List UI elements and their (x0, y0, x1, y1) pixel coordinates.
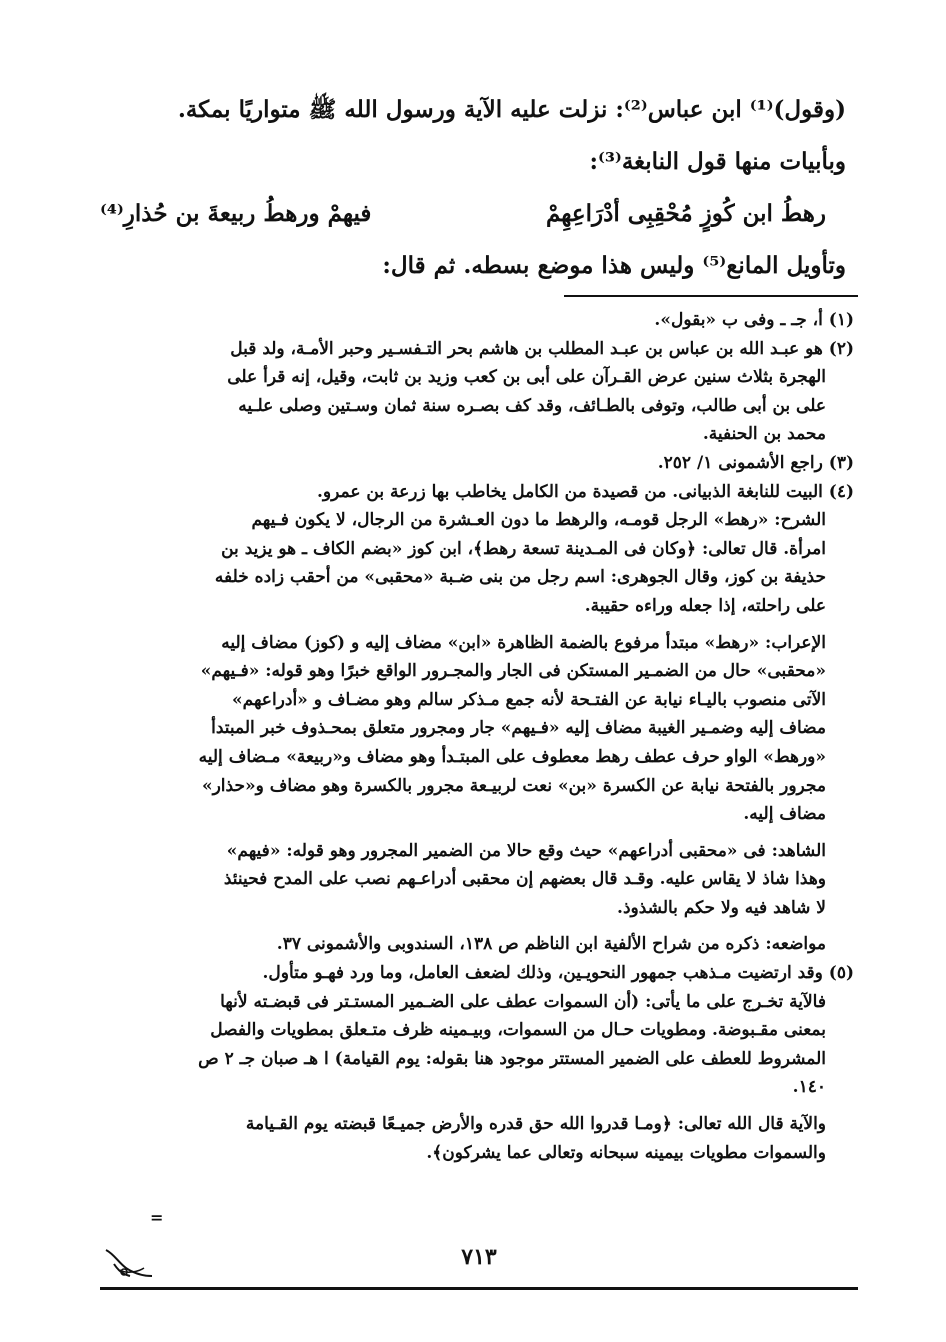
footer-rule (100, 1287, 858, 1290)
irab-label: الإعراب: (765, 632, 826, 653)
sharh-line: حذيفة بن كوز، وقال الجوهرى: اسم رجل من بنى ضـبة «محقبى» من أحقب زاده خلفه (214, 567, 826, 588)
irab-line (92, 629, 854, 658)
shahid-line: وهذا شاذ لا يقاس عليه. وقـد قال بعضهم إن محقبى أدراعـهم نصب على المدح فحينئذ (223, 869, 826, 890)
irab-line: مضاف إليه. (743, 804, 826, 825)
page-footer (100, 1244, 858, 1290)
main-line-1: (وقول)⁽¹⁾ ابن عباس⁽²⁾: نزلت عليه الآية ورسول الله ﷺ متواريًا بمكة. (177, 96, 846, 123)
footnote-2-line: على بن أبى طالب، وتوفى بالطـائف، وقد كف بصـره سنة ثمان وسـتين وصلى علـيه (238, 395, 826, 416)
main-line-4: وتأويل المانع⁽⁵⁾ وليس هذا موضع بسطه. ثم قال: (382, 252, 846, 279)
sharh-label: الشرح: (774, 510, 826, 531)
poetry-verse (100, 188, 846, 240)
footnote-4: (٤) البيت للنابغة الذبيانى. من قصيدة من الكامل يخاطب بها زرعة بن عمرو. (316, 481, 854, 502)
shahid-line (92, 837, 854, 866)
sharh-line: على راحلته، إذا جعله وراءه حقيبة. (584, 595, 826, 616)
verse-first-hemistich: رهطُ ابن كُوزٍ مُحْقِبِى أدْرَاعِهِمْ (545, 200, 826, 227)
irab-line: مضاف إليه وضمـير الغيبة مضاف إليه «فـيهم» جار ومجرور متعلق بمحـذوف خبر المبتدأ (211, 718, 826, 739)
footnote-5-line: المشروط للعطف على الضمير المستتر موجود هنا بقوله: يوم القيامة) ا هـ صبان جـ ٢ ص (198, 1048, 826, 1069)
footnote-5-line: فالآية تخـرج على ما يأتى: (أن السموات عطف على الضـمير المستـتر فى قبضـته لأنها (220, 991, 826, 1012)
irab-line: «ورهط» الواو حرف عطف رهط معطوف على المبتـدأ وهو مضاف و«ربيعة» مـضاف إليه (198, 746, 826, 767)
sharh-line (92, 506, 854, 535)
shahid-line: لا شاهد فيه ولا حكم بالشذوذ. (617, 897, 826, 918)
ayah-line: والآية قال الله تعالى: ﴿ومـا قدروا الله حق قدره والأرض جميـعًا قبضته يوم القـيامة (245, 1114, 826, 1135)
irab-line: مجرور بالفتحة نيابة عن الكسرة «بن» نعت لربيـعة مجرور بالكسرة وهو مضاف و«حذار» (201, 775, 826, 796)
mawadiuh-line (92, 930, 854, 959)
footnote-5-line: بمعنى مقـبوضة. ومطويات حـال من السموات، وبيـمينه ظرف متـعلق بمطويات والفصل (210, 1020, 826, 1041)
page-number: ٧١٣ (461, 1244, 497, 1270)
shahid-label: الشاهد: (771, 840, 826, 861)
ayah-line: والسموات مطويات بيمينه سبحانه وتعالى عما يشركون﴾. (426, 1142, 826, 1163)
footnote-5-line: ١٤٠. (792, 1077, 826, 1098)
footnote-2-line: محمد بن الحنفية. (702, 424, 826, 445)
mawadiuh-text: ذكره من شراح الألفية ابن الناظم ص ١٣٨، السندوبى والأشمونى ٣٧. (276, 934, 760, 955)
verse-second-hemistich: فيهمْ ورهطُ ربيعةَ بن حُذارِ⁽⁴⁾ (100, 200, 372, 227)
footnote-2-line: الهجرة بثلاث سنين عرض القـرآن على أبى بن كعب وزيد بن ثابت، وقيل، إنه قرأ على (227, 367, 826, 388)
irab-text: «رهط» مبتدأ مرفوع بالضمة الظاهرة «ابن» مضاف إليه و (كوز) مضاف إليه (221, 632, 760, 653)
shahid-text: فى «محقبى أدراعهم» حيث وقع حالا من الضمير المجرور وهو قوله: «فيهم» (226, 840, 766, 861)
main-text (100, 84, 846, 292)
footnote-3: (٣) راجع الأشمونى ١/ ٢٥٢. (657, 452, 854, 473)
footnote-5-line: (٥) وقد ارتضيت مـذهب جمهور النحويـين، وذلك لضعف العامل، وما ورد فهـو متأول. (262, 963, 854, 984)
mawadiuh-label: مواضعه: (765, 934, 826, 955)
main-line-2: وبأبيات منها قول النابغة⁽³⁾: (589, 148, 846, 175)
footnotes (92, 306, 854, 1167)
sharh-text: «رهط» الرجل قومـه، والرهط ما دون العـشرة من الرجال، لا يكون فـيهم (251, 510, 769, 531)
continuation-mark: = (150, 1208, 164, 1227)
irab-line: الآتى منصوب باليـاء نيابة عن الفتـحة لأنه جمع مـذكر سالم وهو مضـاف و «أدراعهم» (232, 689, 826, 710)
footnote-separator (564, 295, 858, 297)
sharh-line: امرأة. قال تعالى: ﴿وكان فى المـدينة تسعة رهط﴾، ابن كوز «بضم الكاف ـ هو يزيد بن (221, 538, 826, 559)
footnote-1: (١) أ، جـ ـ وفى ب «بقول». (654, 310, 854, 330)
irab-line: «محقبى» حال من الضمـير المستكن فى الجار والمجـرور الواقع خبرًا وهو قوله: «فـيهم» (200, 661, 826, 682)
footnote-2-line: (٢) هو عبـد الله بن عباس بن عبـد المطلب بن هاشم بحر التـفسـير وحبر الأمـة، ولد قبل (230, 338, 854, 359)
